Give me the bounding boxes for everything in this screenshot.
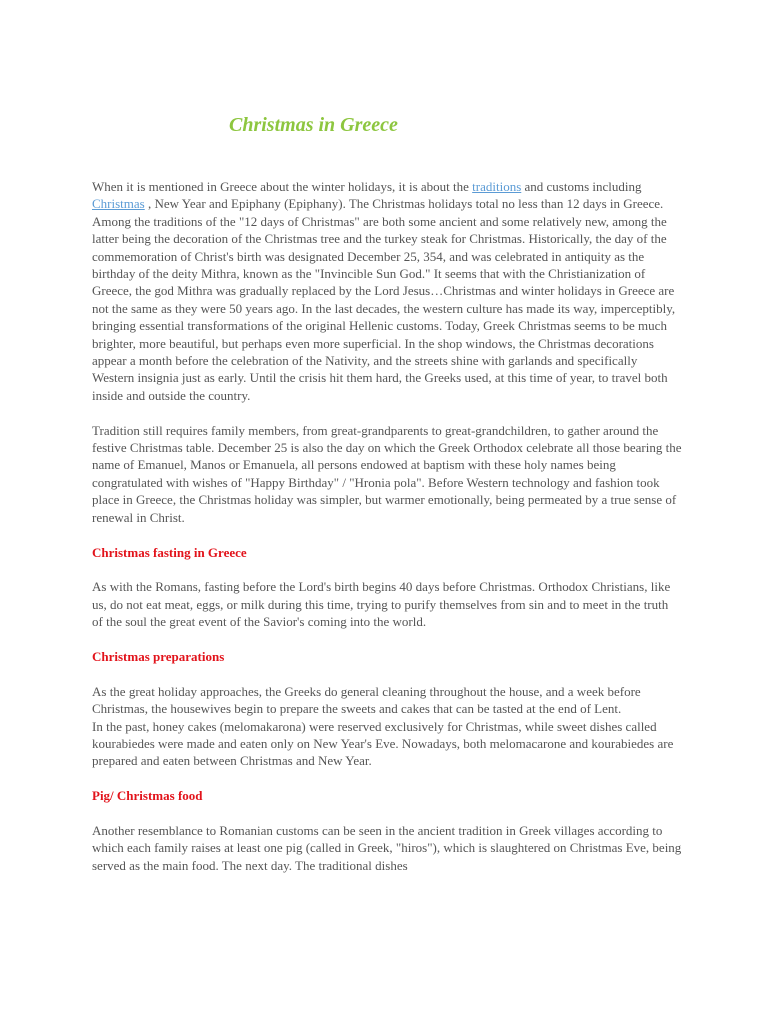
paragraph-spacer bbox=[92, 805, 682, 822]
fasting-paragraph: As with the Romans, fasting before the Lord's birth begins 40 days before Christmas. Orthodox Christians, like us, do not eat meat, eggs, or milk during this time, trying to purify themselves from sin and to meet in the truth of the soul the great event of the Savior's coming into the world. bbox=[92, 579, 671, 630]
pig-food-heading: Pig/ Christmas food bbox=[92, 788, 203, 804]
intro-text-2: and customs including bbox=[521, 179, 642, 194]
pig-food-paragraph: Another resemblance to Romanian customs can be seen in the ancient tradition in Greek villages according to which each family raises at least one pig (called in Greek, "hiros"), which is slaughtered on Christmas Eve, being served as the main food. The next day. The traditional dishes bbox=[92, 822, 682, 873]
tradition-paragraph: Tradition still requires family members, from great-grandparents to great-grandchildren, to gather around the festive Christmas table. December 25 is also the day on which the Greek Orthodox celebrate all those bearing the name of Emanuel, Manos or Emanuela, all persons endowed at baptism with these holy names being congratulated with wishes of "Happy Birthday" / "Hronia pola". Before Western technology and fashion took place in Greece, the Christmas holiday was simpler, but warmer emotionally, being permeated by a true sense of renewal in Christ. bbox=[92, 422, 682, 525]
traditions-link[interactable]: traditions bbox=[472, 179, 522, 194]
intro-text-3: , New Year and Epiphany (Epiphany). The Christmas holidays total no less than 12 days in Greece. bbox=[144, 196, 664, 212]
christmas-link[interactable]: Christmas bbox=[92, 196, 145, 212]
preparations-paragraph-2: In the past, honey cakes (melomakarona) were reserved exclusively for Christmas, while sweet dishes called kourabiedes were made and eaten only on New Year's Eve. Nowadays, both melomacarone and kourabiedes are prepared and eaten between Christmas and New Year. bbox=[92, 718, 674, 769]
paragraph-spacer bbox=[92, 770, 682, 787]
page-title: Christmas in Greece bbox=[229, 114, 398, 136]
fasting-heading: Christmas fasting in Greece bbox=[92, 544, 247, 560]
intro-text-1: When it is mentioned in Greece about the winter holidays, it is about the bbox=[92, 179, 473, 194]
paragraph-spacer bbox=[92, 561, 682, 578]
preparations-paragraph-1: As the great holiday approaches, the Greeks do general cleaning throughout the house, and a week before Christmas, the housewives begin to prepare the sweets and cakes that can be tasted at the end of Lent. bbox=[92, 683, 641, 717]
document-body bbox=[92, 178, 682, 874]
paragraph-spacer bbox=[92, 404, 682, 421]
preparations-heading: Christmas preparations bbox=[92, 648, 225, 664]
intro-paragraph bbox=[92, 178, 682, 213]
paragraph-spacer bbox=[92, 526, 682, 543]
twelve-days-paragraph: Among the traditions of the "12 days of Christmas" are both some ancient and some relatively new, among the latter being the decoration of the Christmas tree and the turkey steak for Christmas. Historically, the day of the commemoration of Christ's birth was designated December 25, 354, and was celebrated in antiquity as the birthday of the deity Mithra, known as the "Invincible Sun God." It seems that with the Christianization of Greece, the god Mithra was gradually replaced by the Lord Jesus…Christmas and winter holidays in Greece are not the same as they were 50 years ago. In the last decades, the western culture has made its way, imperceptibly, bringing essential transformations of the original Hellenic customs. Today, Greek Christmas seems to be much brighter, more beautiful, but perhaps even more superficial. In the shop windows, the Christmas decorations appear a month before the celebration of the Nativity, and the streets shine with garlands and specifically Western insignia just as early. Until the crisis hit them hard, the Greeks used, at this time of year, to travel both inside and outside the country. bbox=[92, 213, 676, 403]
paragraph-spacer bbox=[92, 631, 682, 648]
paragraph-spacer bbox=[92, 665, 682, 682]
